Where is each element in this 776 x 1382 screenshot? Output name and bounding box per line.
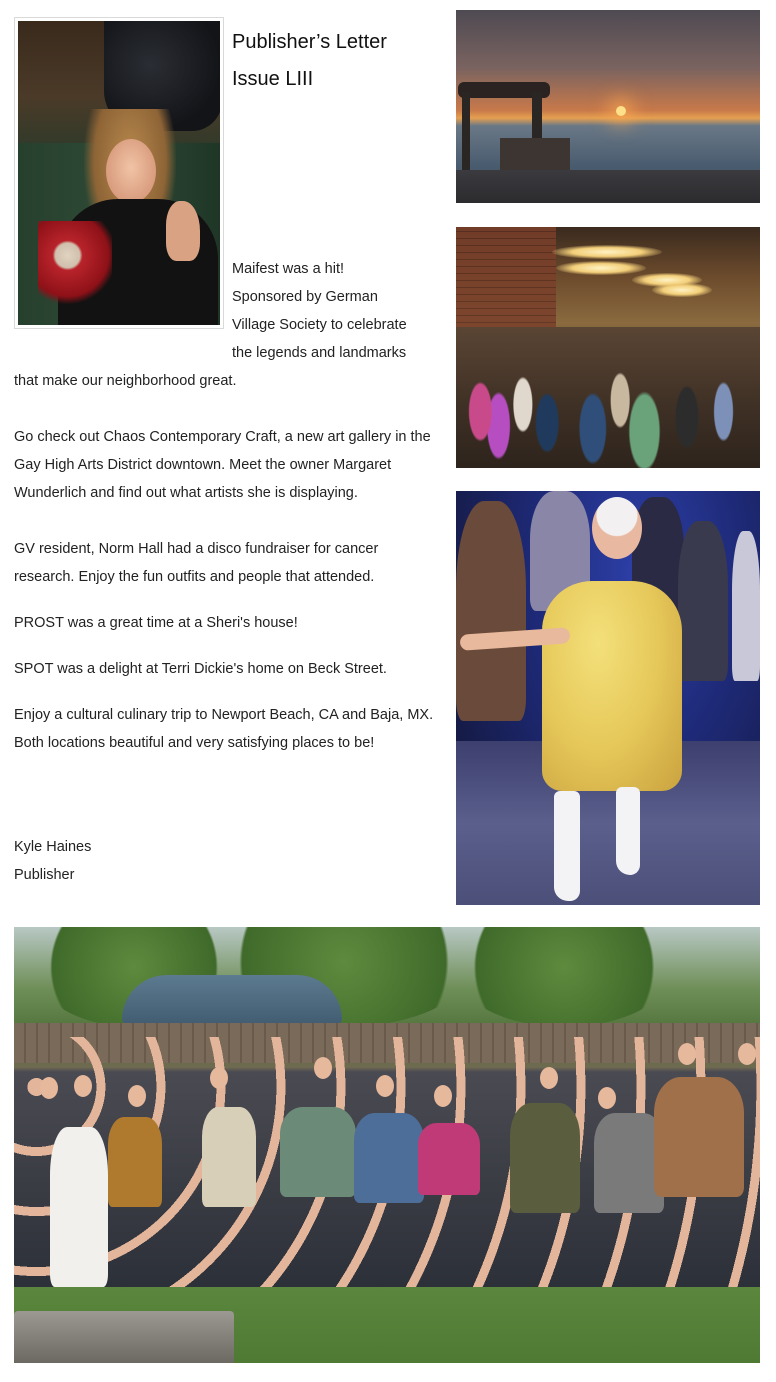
maifest-ballroom-photo bbox=[456, 227, 760, 468]
intro-line: Sponsored by German bbox=[232, 289, 378, 305]
letter-body bbox=[14, 423, 436, 757]
issue-number: Issue LIII bbox=[232, 68, 314, 90]
intro-continuation: that make our neighborhood great. bbox=[14, 373, 237, 389]
paragraph-gallery: Go check out Chaos Contemporary Craft, a new art gallery in the Gay High Arts District downtown. Meet the owner Margaret Wunderlich and find out what artists she is displaying. bbox=[14, 429, 431, 501]
signature-name: Kyle Haines bbox=[14, 839, 92, 855]
signature-title: Publisher bbox=[14, 867, 75, 883]
paragraph-trip: Enjoy a cultural culinary trip to Newport Beach, CA and Baja, MX. Both locations beautiful and very satisfying places to be! bbox=[14, 707, 434, 751]
intro-line: Village Society to celebrate bbox=[232, 317, 407, 333]
intro-text bbox=[232, 255, 437, 367]
letter-title: Publisher’s Letter bbox=[232, 31, 387, 53]
publisher-portrait-photo bbox=[18, 21, 220, 325]
backyard-group-photo bbox=[14, 927, 760, 1363]
signature bbox=[14, 833, 314, 889]
ocean-sunset-photo bbox=[456, 10, 760, 203]
publisher-portrait-frame bbox=[14, 17, 224, 329]
paragraph-spot: SPOT was a delight at Terri Dickie's home on Beck Street. bbox=[14, 661, 387, 677]
intro-line: Maifest was a hit! bbox=[232, 261, 345, 277]
intro-line: the legends and landmarks bbox=[232, 345, 407, 361]
disco-fundraiser-photo bbox=[456, 491, 760, 905]
letter-heading bbox=[232, 24, 442, 98]
paragraph-disco: GV resident, Norm Hall had a disco fundraiser for cancer research. Enjoy the fun outfits and people that attended. bbox=[14, 541, 379, 585]
paragraph-prost: PROST was a great time at a Sheri's house! bbox=[14, 615, 298, 631]
